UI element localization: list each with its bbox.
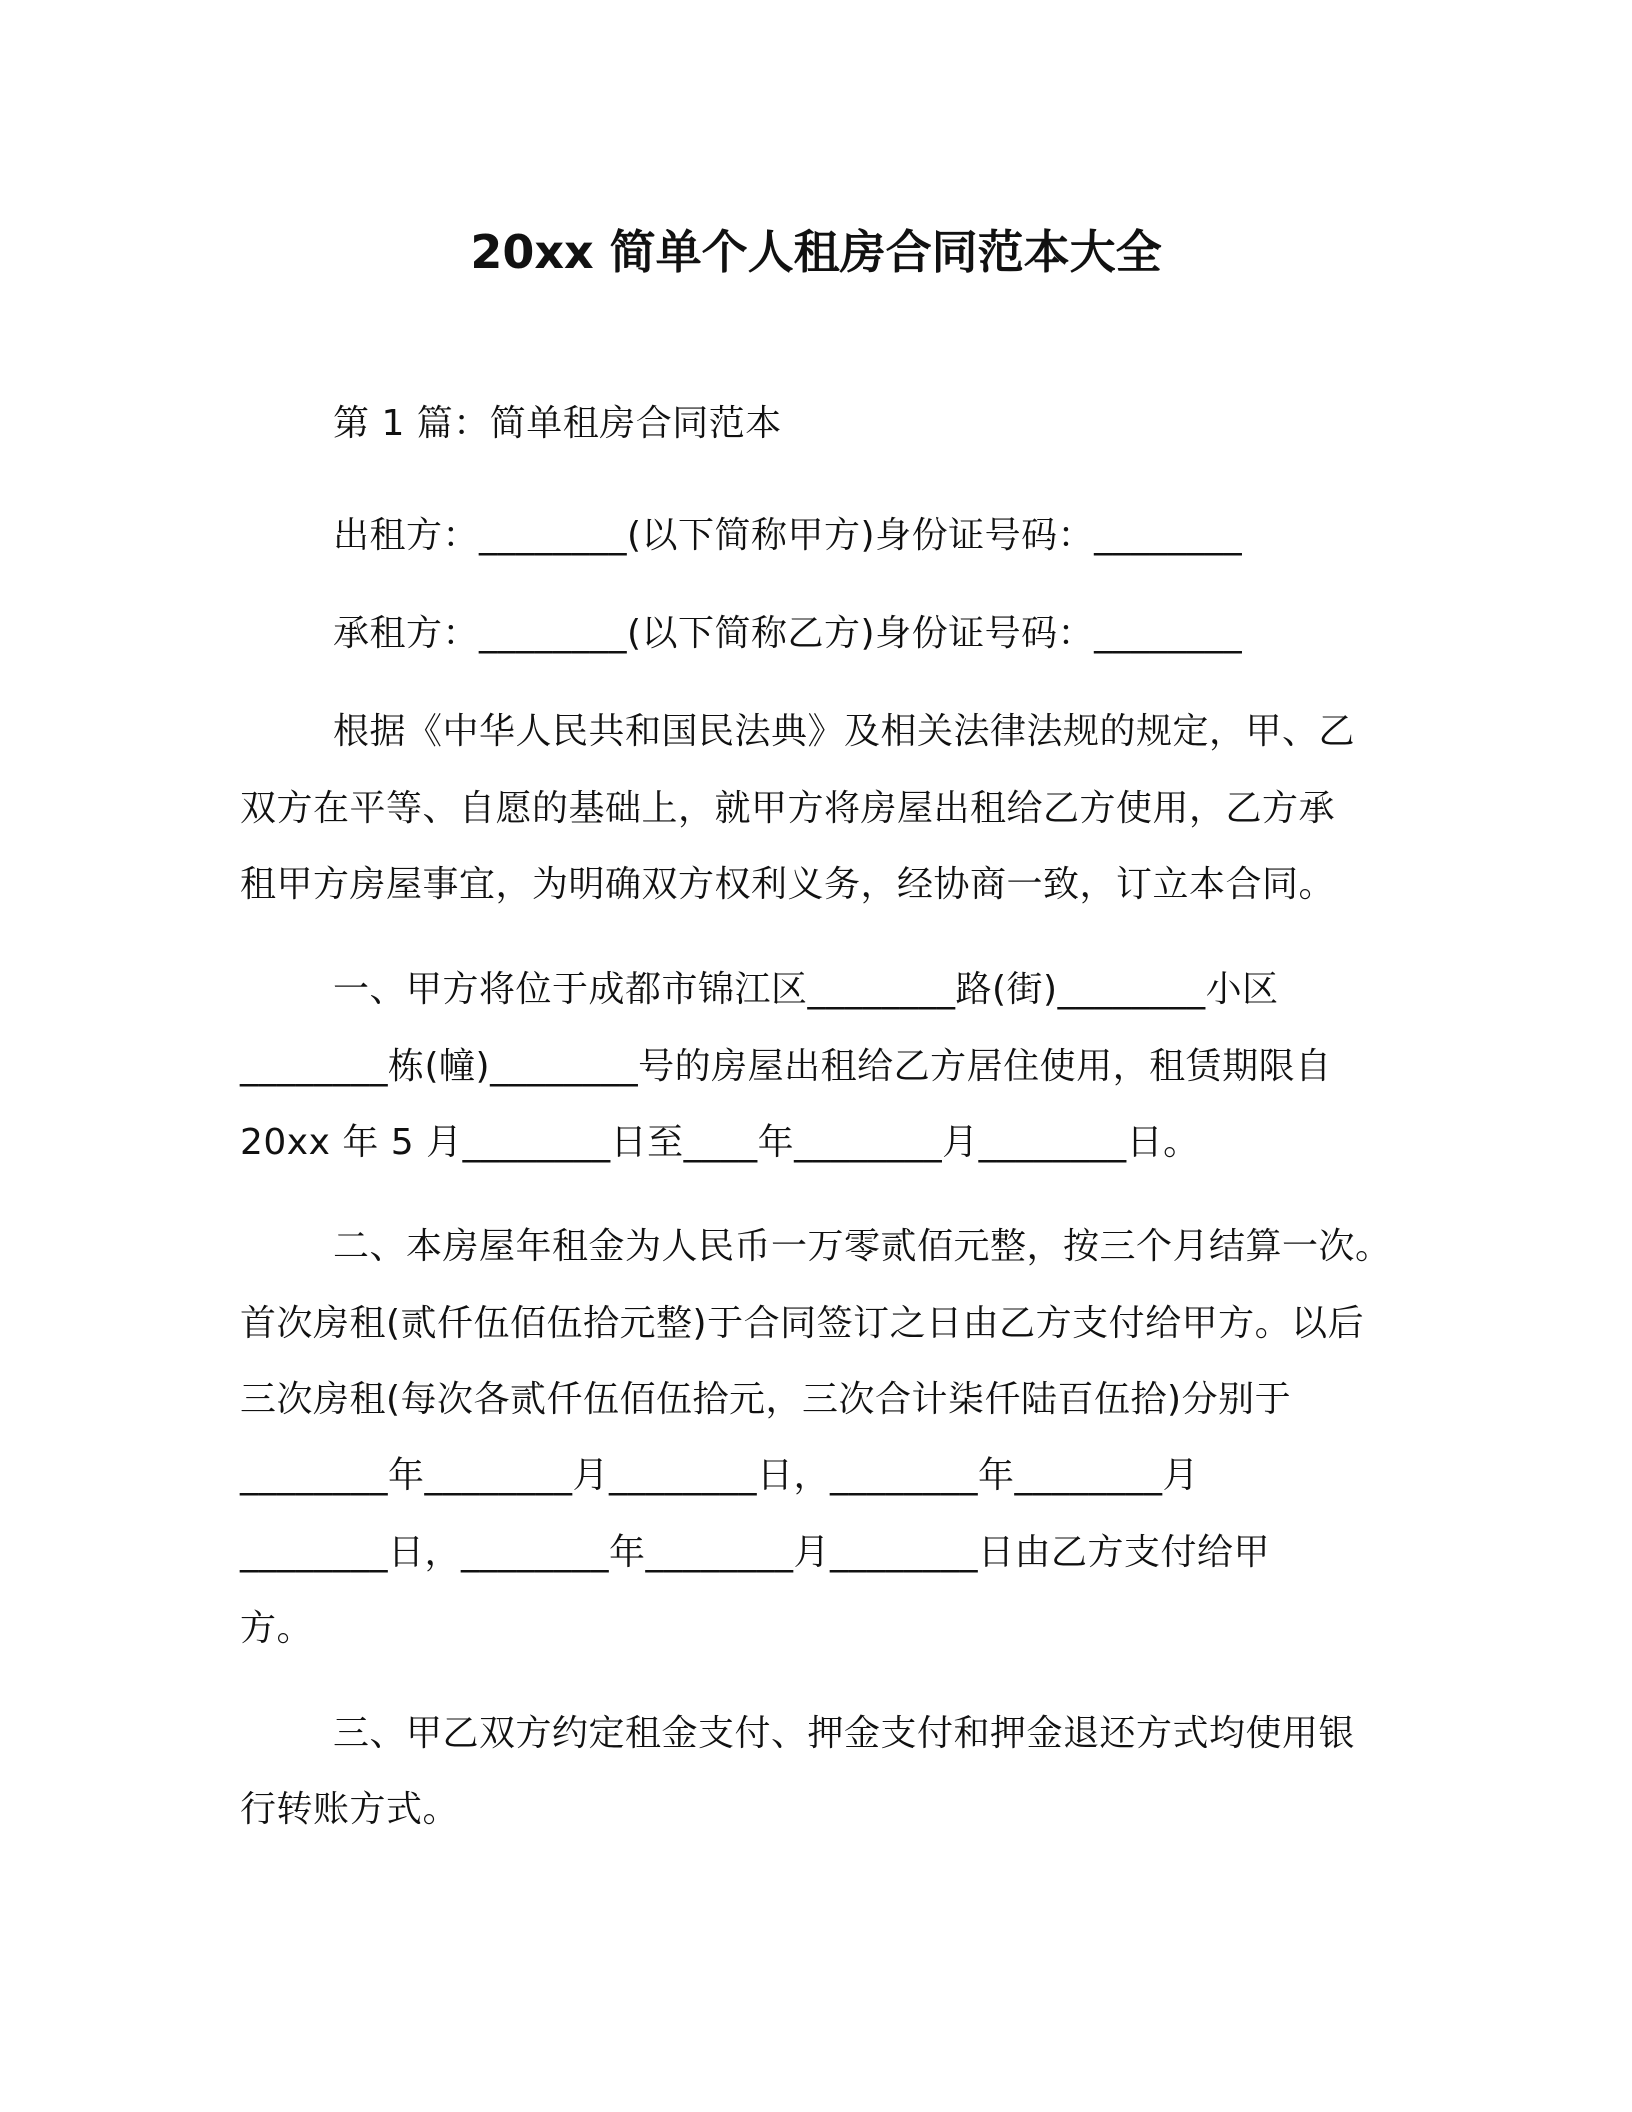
- preamble-line-2: 双方在平等、自愿的基础上，就甲方将房屋出租给乙方使用，乙方承: [240, 788, 1336, 829]
- clause-2-line-4: ________年________月________日，________年________月: [240, 1455, 1199, 1496]
- clause-3-line-1: 三、甲乙双方约定租金支付、押金支付和押金退还方式均使用银: [333, 1713, 1356, 1754]
- preamble-line-1: 根据《中华人民共和国民法典》及相关法律法规的规定，甲、乙: [333, 711, 1356, 752]
- clause-1-line-3: 20xx 年 5 月________日至____年________月________日。: [240, 1122, 1200, 1163]
- clause-2-line-6: 方。: [240, 1608, 314, 1649]
- clause-2-line-5: ________日，________年________月________日由乙方支付给甲: [240, 1532, 1271, 1573]
- section-heading: 第 1 篇：简单租房合同范本: [333, 403, 782, 444]
- preamble-line-3: 租甲方房屋事宜，为明确双方权利义务，经协商一致，订立本合同。: [240, 864, 1336, 905]
- clause-2-line-2: 首次房租(贰仟伍佰伍拾元整)于合同签订之日由乙方支付给甲方。以后: [240, 1303, 1365, 1344]
- clause-2-line-3: 三次房租(每次各贰仟伍佰伍拾元，三次合计柒仟陆百伍拾)分别于: [240, 1379, 1292, 1420]
- document-title: 20xx 简单个人租房合同范本大全: [470, 225, 1162, 279]
- clause-3-line-2: 行转账方式。: [240, 1789, 460, 1830]
- clause-1-line-2: ________栋(幢)________号的房屋出租给乙方居住使用，租赁期限自: [240, 1046, 1332, 1087]
- lessor-line: 出租方：________(以下简称甲方)身份证号码：________: [333, 515, 1243, 556]
- clause-2-line-1: 二、本房屋年租金为人民币一万零贰佰元整，按三个月结算一次。: [333, 1226, 1392, 1267]
- lessee-line: 承租方：________(以下简称乙方)身份证号码：________: [333, 613, 1243, 654]
- clause-1-line-1: 一、甲方将位于成都市锦江区________路(街)________小区: [333, 969, 1279, 1010]
